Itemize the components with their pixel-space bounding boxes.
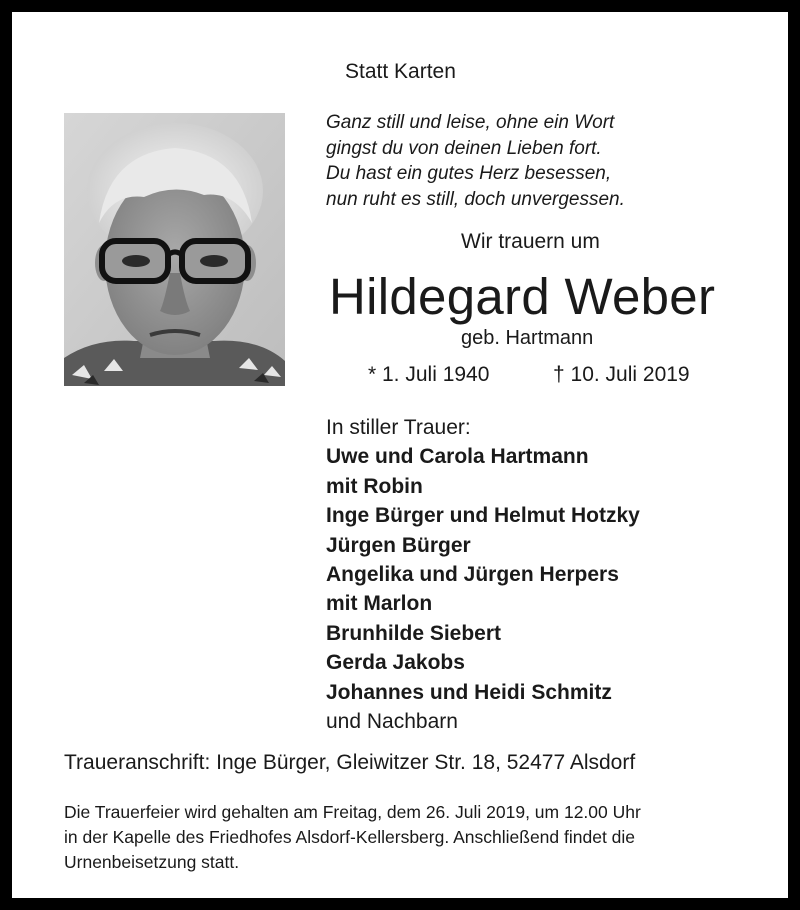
funeral-service-info: [64, 800, 641, 875]
mourner-name: Uwe und Carola Hartmann: [326, 445, 589, 469]
mourner-name: Angelika und Jürgen Herpers: [326, 563, 619, 587]
statt-karten-label: Statt Karten: [345, 60, 456, 83]
poem-line: gingst du von deinen Lieben fort.: [326, 137, 602, 159]
mourner-name: Inge Bürger und Helmut Hotzky: [326, 504, 640, 528]
mourner-name: Jürgen Bürger: [326, 533, 471, 557]
portrait-photo: [64, 113, 285, 386]
mourners-heading: In stiller Trauer:: [326, 416, 471, 439]
mourner-name: Gerda Jakobs: [326, 651, 465, 675]
mourner-name: mit Robin: [326, 474, 423, 498]
mourners-list: [326, 413, 640, 736]
mourner-name: mit Marlon: [326, 592, 433, 616]
mourner-name: Brunhilde Siebert: [326, 621, 502, 645]
poem-line: Du hast ein gutes Herz besessen,: [326, 163, 612, 184]
poem-verse: [326, 110, 625, 212]
mourning-address: Traueranschrift: Inge Bürger, Gleiwitzer Str. 18, 52477 Alsdorf: [64, 751, 636, 774]
service-line: in der Kapelle des Friedhofes Alsdorf-Kellersberg. Anschließend findet die: [64, 827, 636, 847]
birth-date: * 1. Juli 1940: [368, 363, 490, 386]
poem-line: nun ruht es still, doch unvergessen.: [326, 188, 625, 210]
service-line: Die Trauerfeier wird gehalten am Freitag, dem 26. Juli 2019, um 12.00 Uhr: [64, 802, 641, 822]
mourning-intro: Wir trauern um: [461, 230, 600, 253]
service-line: Urnenbeisetzung statt.: [64, 852, 240, 872]
deceased-name: Hildegard Weber: [329, 268, 716, 325]
mourners-closing: und Nachbarn: [326, 710, 458, 734]
poem-line: Ganz still und leise, ohne ein Wort: [326, 112, 615, 133]
mourner-name: Johannes und Heidi Schmitz: [326, 680, 612, 704]
birth-name: geb. Hartmann: [461, 327, 594, 349]
death-date: † 10. Juli 2019: [553, 363, 690, 386]
